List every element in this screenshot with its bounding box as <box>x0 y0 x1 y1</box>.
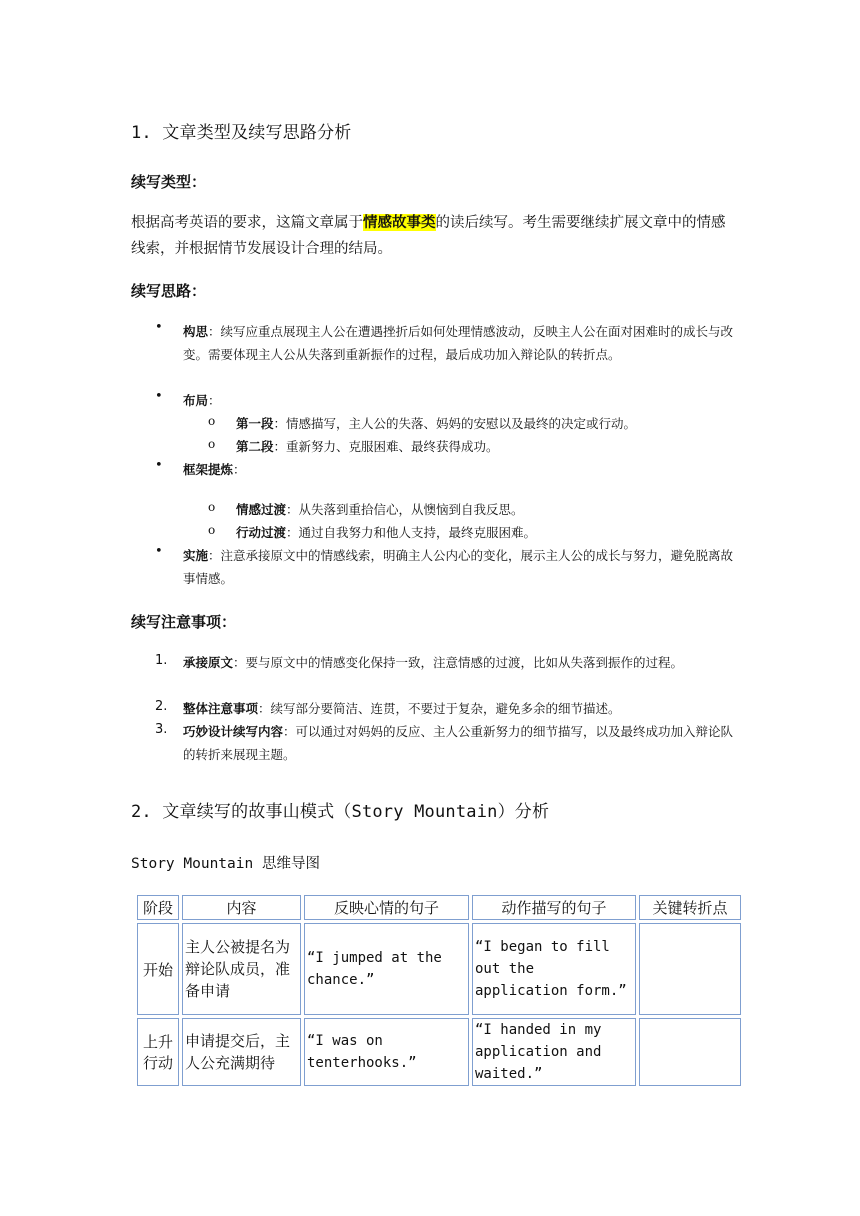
cell-action: “I began to fill out the application form.” <box>472 923 636 1015</box>
circle-bullet: o <box>208 414 216 428</box>
cell-stage: 上升行动 <box>137 1018 179 1086</box>
item-text: ： <box>208 393 221 408</box>
table-header-row <box>137 895 741 920</box>
circle-bullet: o <box>208 500 216 514</box>
item-text: ：注意承接原文中的情感线索，明确主人公内心的变化，展示主人公的成长与努力，避免脱离故事情感。 <box>183 548 734 586</box>
header-stage: 阶段 <box>137 895 179 920</box>
cell-turning-point <box>639 1018 741 1086</box>
item-text: ：续写部分要简洁、连贯，不要过于复杂，避免多余的细节描述。 <box>258 701 621 716</box>
item-label: 构思 <box>183 324 209 339</box>
type-para-before: 根据高考英语的要求，这篇文章属于 <box>131 215 363 231</box>
section2-title: 2. 文章续写的故事山模式（Story Mountain）分析 <box>131 802 550 822</box>
item-text: ：情感描写，主人公的失落、妈妈的安慰以及最终的决定或行动。 <box>273 416 637 431</box>
item-label: 第一段 <box>236 416 274 431</box>
item-label: 行动过渡 <box>236 525 287 540</box>
notes-heading: 续写注意事项： <box>131 613 237 631</box>
header-mood: 反映心情的句子 <box>304 895 469 920</box>
item-label: 实施 <box>183 548 209 563</box>
item-number: 3. <box>155 722 168 737</box>
item-text: ：可以通过对妈妈的反应、主人公重新努力的细节描写，以及最终成功加入辩论队的转折来展现主题。 <box>183 724 734 762</box>
cell-mood: “I jumped at the chance.” <box>304 923 469 1015</box>
item-label: 情感过渡 <box>236 502 287 517</box>
item-label: 巧妙设计续写内容 <box>183 724 284 739</box>
cell-content: 申请提交后，主人公充满期待 <box>182 1018 301 1086</box>
type-heading: 续写类型： <box>131 173 207 191</box>
item-label: 承接原文 <box>183 655 234 670</box>
header-content: 内容 <box>182 895 301 920</box>
item-text: ：续写应重点展现主人公在遭遇挫折后如何处理情感波动，反映主人公在面对困难时的成长与改变。需要体现主人公从失落到重新振作的过程，最后成功加入辩论队的转折点。 <box>183 324 734 362</box>
item-text: ：通过自我努力和他人支持，最终克服困难。 <box>286 525 537 540</box>
item-number: 2. <box>155 699 168 714</box>
item-text: ：要与原文中的情感变化保持一致，注意情感的过渡，比如从失落到振作的过程。 <box>233 655 684 670</box>
item-text: ：从失落到重拾信心，从懊恼到自我反思。 <box>286 502 524 517</box>
type-para-after: 的读后续写。考生需要继续扩展文章中的情感线索，并根据情节发展设计合理的结局。 <box>131 215 726 257</box>
type-paragraph <box>131 210 731 262</box>
item-number: 1. <box>155 653 168 668</box>
circle-bullet: o <box>208 437 216 451</box>
cell-turning-point <box>639 923 741 1015</box>
ideas-heading: 续写思路： <box>131 282 207 300</box>
header-action: 动作描写的句子 <box>472 895 636 920</box>
table-row <box>137 923 741 1015</box>
item-label: 框架提炼 <box>183 462 234 477</box>
item-label: 布局 <box>183 393 209 408</box>
item-text: ： <box>233 462 246 477</box>
cell-content: 主人公被提名为辩论队成员，准备申请 <box>182 923 301 1015</box>
item-label: 第二段 <box>236 439 274 454</box>
cell-action: “I handed in my application and waited.” <box>472 1018 636 1086</box>
section1-title: 1. 文章类型及续写思路分析 <box>131 123 352 143</box>
story-mountain-subtitle: Story Mountain 思维导图 <box>131 856 320 872</box>
bullet: • <box>155 389 163 404</box>
highlighted-type: 情感故事类 <box>363 214 436 231</box>
story-mountain-table <box>134 892 744 1089</box>
bullet: • <box>155 544 163 559</box>
circle-bullet: o <box>208 523 216 537</box>
bullet: • <box>155 320 163 335</box>
cell-stage: 开始 <box>137 923 179 1015</box>
item-text: ：重新努力、克服困难、最终获得成功。 <box>273 439 499 454</box>
table-row <box>137 1018 741 1086</box>
item-label: 整体注意事项 <box>183 701 259 716</box>
header-turning-point: 关键转折点 <box>639 895 741 920</box>
bullet: • <box>155 458 163 473</box>
cell-mood: “I was on tenterhooks.” <box>304 1018 469 1086</box>
